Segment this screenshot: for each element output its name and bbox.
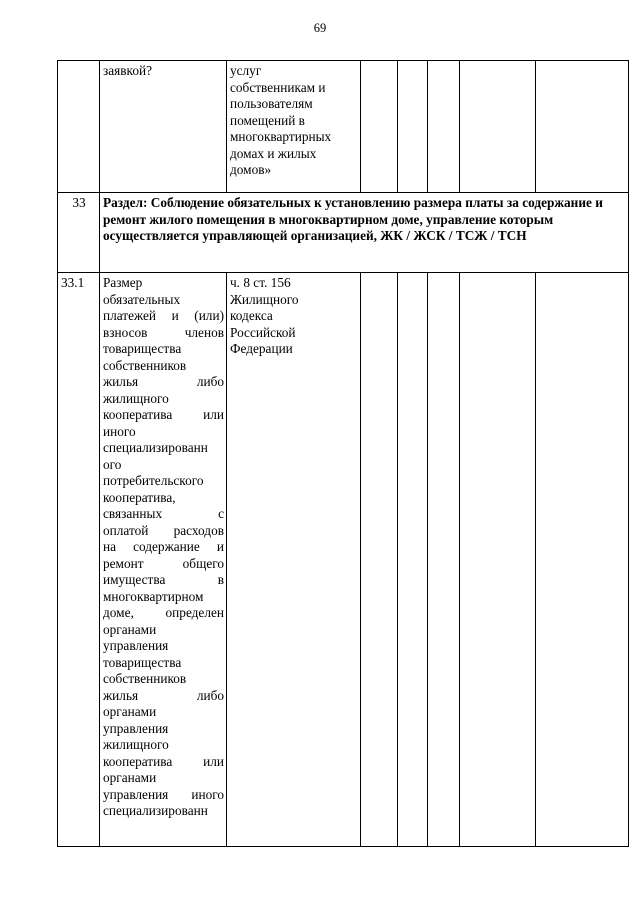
text-line: кооператива,: [103, 489, 176, 505]
text-line: обязательных: [103, 291, 181, 307]
text-line: платежей и (или): [103, 308, 224, 323]
text-line: специализированн: [103, 440, 208, 455]
text-line: кооператива или: [103, 407, 224, 422]
table-row-item: [58, 273, 629, 847]
item-number: 33.1: [58, 273, 100, 847]
text-line: управления: [103, 720, 169, 736]
text-line: управления иного: [103, 786, 224, 802]
cell-note: [536, 273, 629, 847]
cell-norm: [227, 273, 361, 847]
checklist-table: [57, 60, 629, 847]
text-line: взносов членов: [103, 324, 224, 340]
text-line: домов»: [230, 162, 272, 177]
text-line: жилищного: [103, 737, 169, 752]
text-line: ч. 8 ст. 156: [230, 275, 291, 290]
text-line: собственникам и: [230, 79, 326, 95]
text-line: многоквартирных: [230, 129, 332, 144]
text-line: органами: [103, 621, 157, 637]
cell-number: [58, 61, 100, 193]
text-line: ого: [103, 456, 122, 472]
text-line: жилищного: [103, 390, 169, 406]
text-line: специализированн: [103, 803, 208, 818]
cell-question: [100, 61, 227, 193]
cell-yes: [361, 273, 398, 847]
section-title: Раздел: Соблюдение обязательных к установлению размера платы за содержание и ремонт жилого помещения в многоквартирном доме, управление которым осуществляется управляющей организацией, ЖК / ЖСК / ТСЖ / ТСН: [100, 193, 629, 273]
text-line: доме, определен: [103, 605, 224, 620]
text-line: иного: [103, 423, 136, 439]
text-line: имущества в: [103, 572, 224, 587]
cell-na: [428, 61, 460, 193]
table-row-continued: [58, 61, 629, 193]
cell-note: [536, 61, 629, 193]
text-line: оплатой расходов: [103, 522, 224, 538]
text-line: Жилищного: [230, 291, 299, 307]
cell-extra: [460, 273, 536, 847]
cell-no: [398, 273, 428, 847]
text-line: управления: [103, 638, 169, 653]
text-line: потребительского: [103, 473, 204, 488]
table-row-section: [58, 193, 629, 273]
section-number: 33: [58, 193, 100, 273]
text-line: Размер: [103, 275, 143, 290]
text-line: кооператива или: [103, 753, 224, 769]
cell-no: [398, 61, 428, 193]
text-line: услуг: [230, 63, 262, 78]
text-line: помещений в: [230, 112, 305, 128]
cell-na: [428, 273, 460, 847]
text-line: многоквартирном: [103, 588, 204, 604]
text-line: домах и жилых: [230, 145, 317, 161]
cell-norm: [227, 61, 361, 193]
text-line: кодекса: [230, 308, 273, 323]
cell-question: [100, 273, 227, 847]
text-line: Российской: [230, 324, 296, 340]
text-line: пользователям: [230, 96, 313, 111]
text-line: связанных с: [103, 506, 224, 521]
text-line: собственников: [103, 671, 187, 686]
page-number: 69: [313, 21, 327, 35]
text-line: органами: [103, 704, 157, 719]
text-line: жилья либо: [103, 687, 224, 703]
text-line: органами: [103, 770, 157, 785]
text-line: на содержание и: [103, 539, 224, 554]
text-line: ремонт общего: [103, 555, 224, 571]
text-line: товарищества: [103, 654, 182, 670]
question-text: заявкой?: [103, 63, 152, 78]
cell-yes: [361, 61, 398, 193]
text-line: жилья либо: [103, 374, 224, 389]
text-line: Федерации: [230, 341, 293, 356]
cell-extra: [460, 61, 536, 193]
text-line: собственников: [103, 357, 187, 373]
text-line: товарищества: [103, 341, 182, 356]
